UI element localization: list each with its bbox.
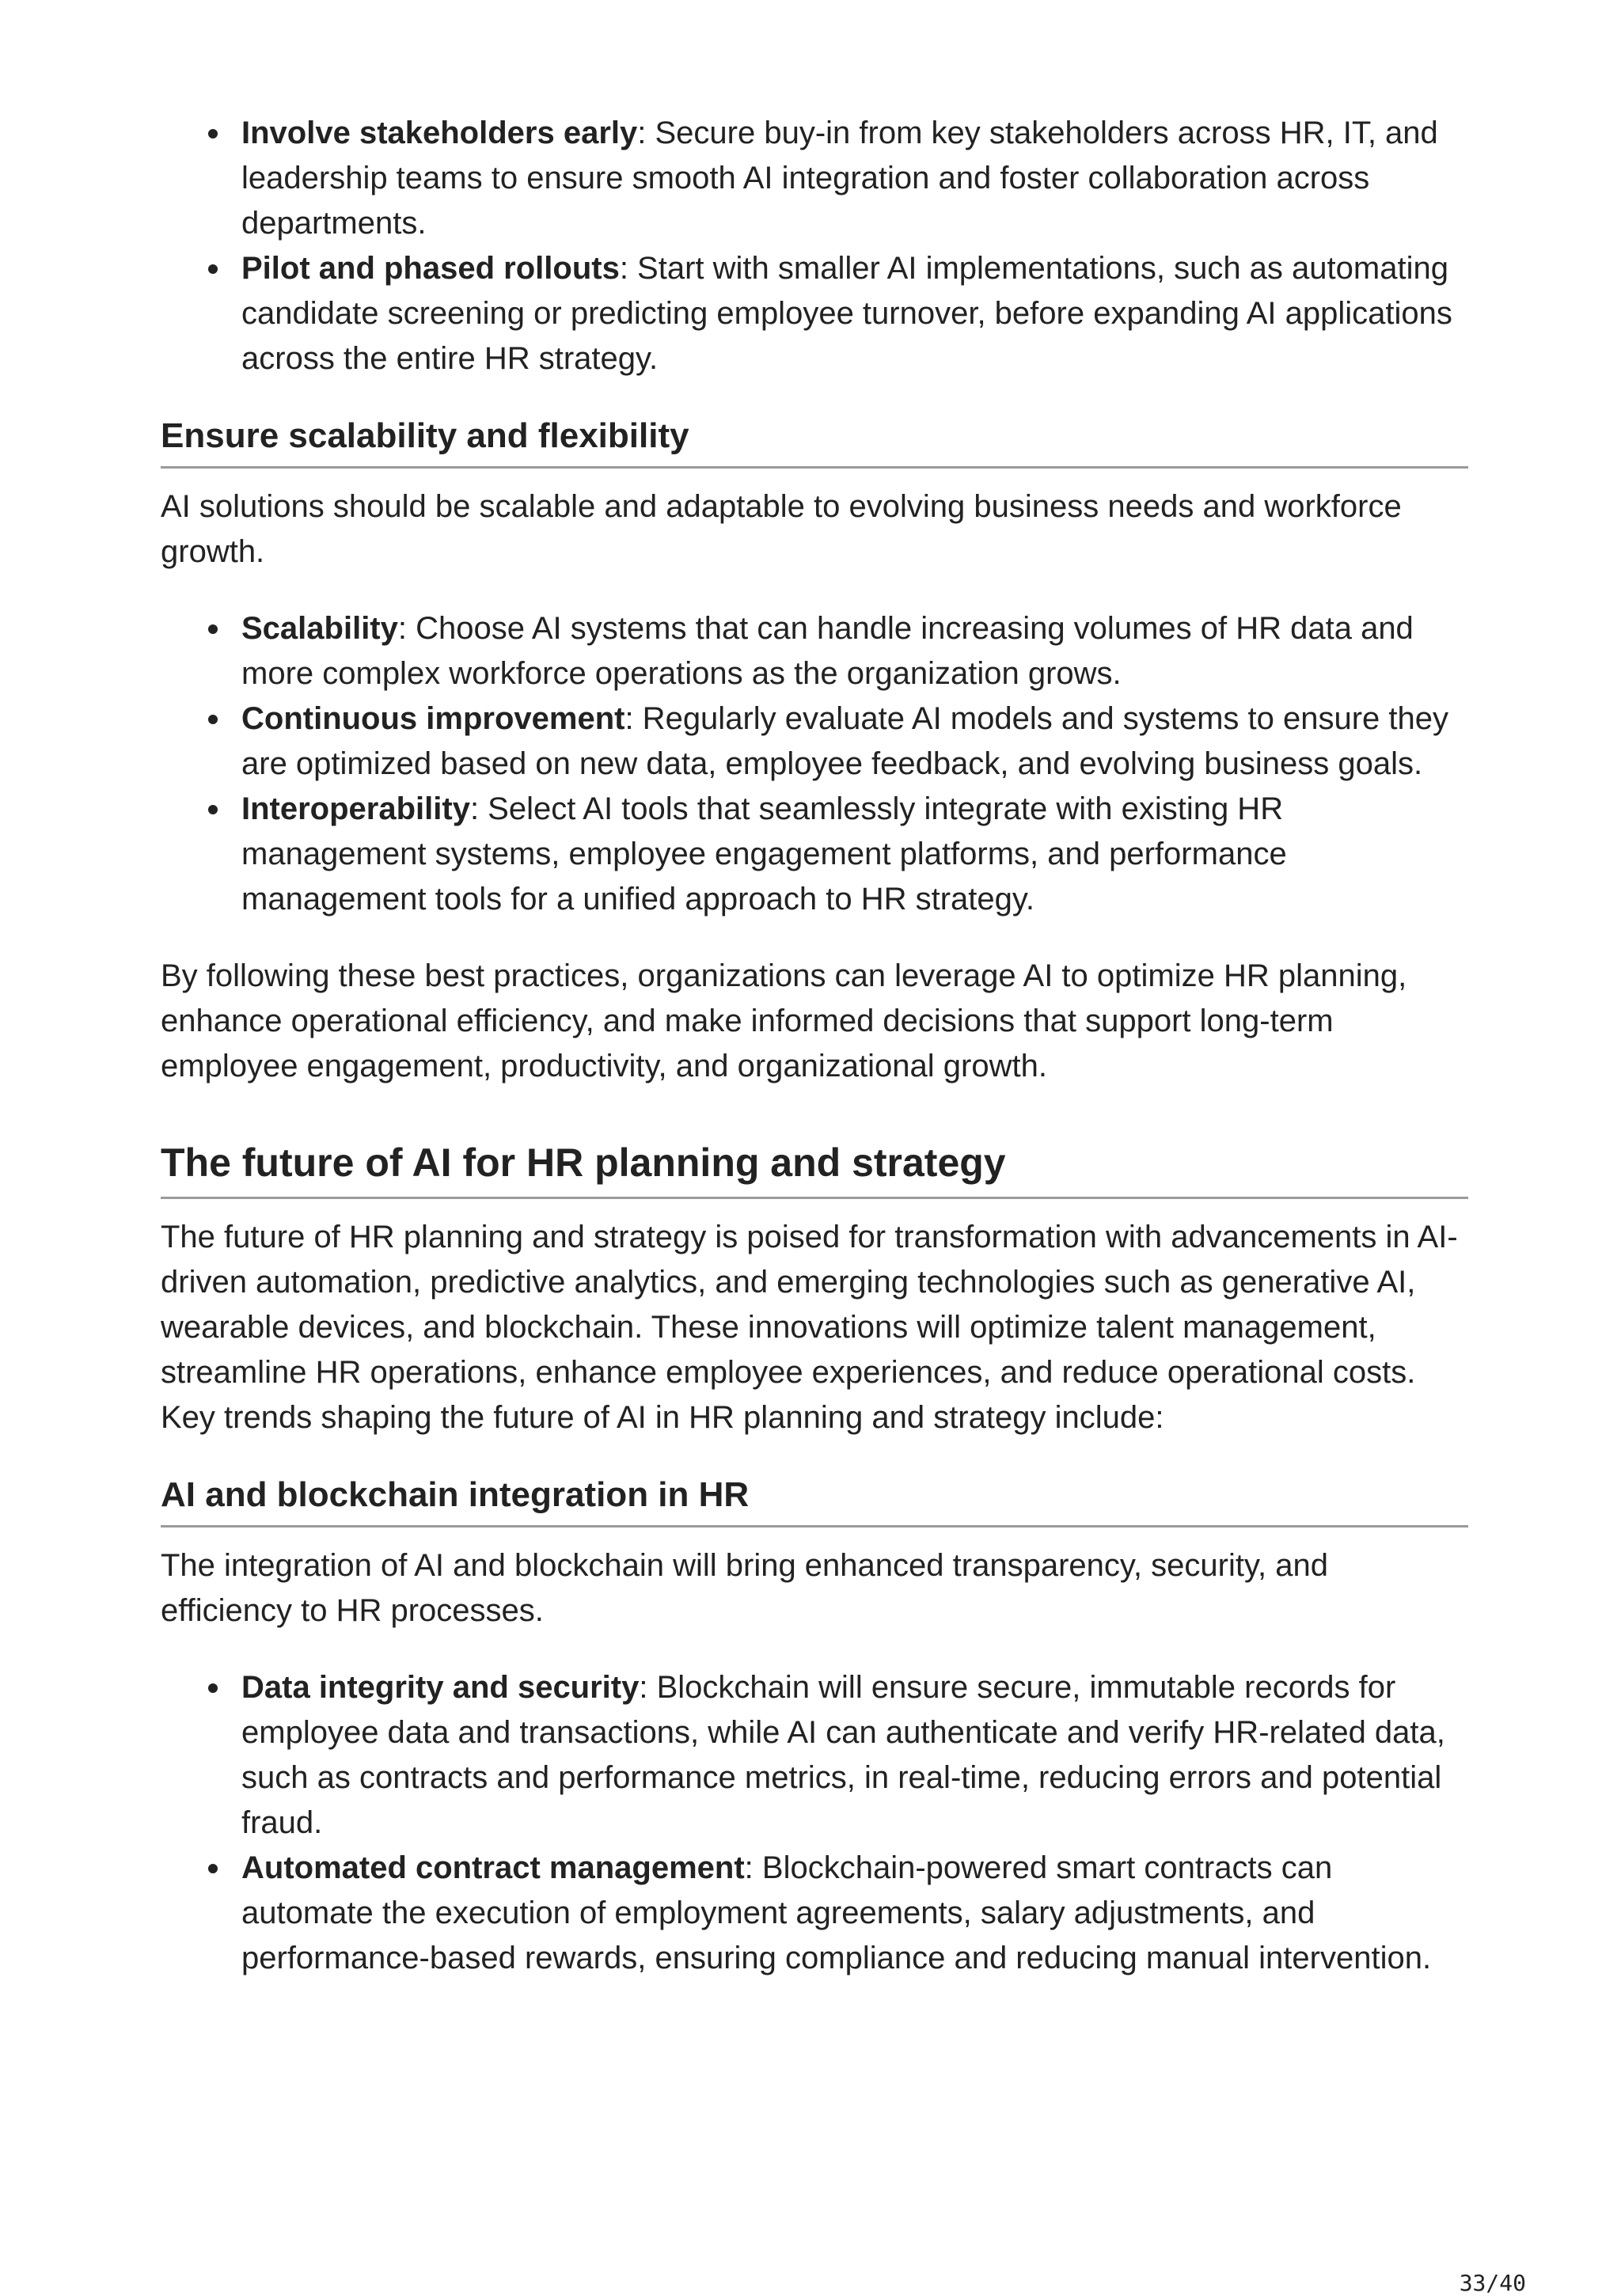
- list-item-term: Scalability: [241, 611, 398, 646]
- list-item-term: Interoperability: [241, 791, 470, 826]
- list-item-text: : Blockchain will ensure secure, immutable records for employee data and transactions, while AI can authenticate and verify HR-related data, such as contracts and performance metrics, in real-time, reducing errors and potential fraud.: [241, 1670, 1445, 1840]
- list-item-text: : Select AI tools that seamlessly integrate with existing HR management systems, employee engagement platforms, and performance management tools for a unified approach to HR strategy.: [241, 791, 1287, 917]
- list-item: [241, 696, 1468, 787]
- list-item-text: : Choose AI systems that can handle increasing volumes of HR data and more complex workforce operations as the organization grows.: [241, 611, 1414, 691]
- bullet-list: [161, 111, 1468, 381]
- bullet-list: [161, 606, 1468, 922]
- section-heading: AI and blockchain integration in HR: [161, 1472, 1468, 1528]
- list-item-text: : Start with smaller AI implementations, such as automating candidate screening or predicting employee turnover, before expanding AI applications across the entire HR strategy.: [241, 251, 1452, 376]
- page-number: 33/40: [1459, 2270, 1526, 2296]
- list-item-term: Automated contract management: [241, 1850, 745, 1885]
- paragraph: AI solutions should be scalable and adaptable to evolving business needs and workforce growth.: [161, 489, 1402, 569]
- list-item-text: : Regularly evaluate AI models and systems to ensure they are optimized based on new data, employee feedback, and evolving business goals.: [241, 701, 1448, 781]
- list-item: [241, 606, 1468, 696]
- list-item-term: Involve stakeholders early: [241, 116, 638, 150]
- list-item: [241, 1665, 1468, 1846]
- document-page: [161, 111, 1468, 1981]
- paragraph: By following these best practices, organizations can leverage AI to optimize HR planning, enhance operational efficiency, and make informed decisions that support long-term employee engagement, productivity, and organizational growth.: [161, 958, 1407, 1083]
- list-item-text: : Secure buy-in from key stakeholders across HR, IT, and leadership teams to ensure smooth AI integration and foster collaboration across departments.: [241, 116, 1438, 241]
- list-item-term: Pilot and phased rollouts: [241, 251, 620, 286]
- bullet-list: [161, 1665, 1468, 1981]
- paragraph: The integration of AI and blockchain will bring enhanced transparency, security, and efficiency to HR processes.: [161, 1548, 1328, 1628]
- paragraph: The future of HR planning and strategy is poised for transformation with advancements in AI-driven automation, predictive analytics, and emerging technologies such as generative AI, wearable devices, and blockchain. These innovations will optimize talent management, streamline HR operations, enhance employee experiences, and reduce operational costs. Key trends shaping the future of AI in HR planning and strategy include:: [161, 1220, 1458, 1435]
- section-heading: Ensure scalability and flexibility: [161, 413, 1468, 469]
- section-heading: The future of AI for HR planning and strategy: [161, 1138, 1468, 1199]
- list-item-text: : Blockchain-powered smart contracts can automate the execution of employment agreements, salary adjustments, and performance-based rewards, ensuring compliance and reducing manual intervention.: [241, 1850, 1432, 1975]
- list-item: [241, 787, 1468, 922]
- list-item: [241, 111, 1468, 246]
- list-item-term: Continuous improvement: [241, 701, 625, 736]
- list-item: [241, 1846, 1468, 1981]
- list-item-term: Data integrity and security: [241, 1670, 640, 1705]
- list-item: [241, 246, 1468, 381]
